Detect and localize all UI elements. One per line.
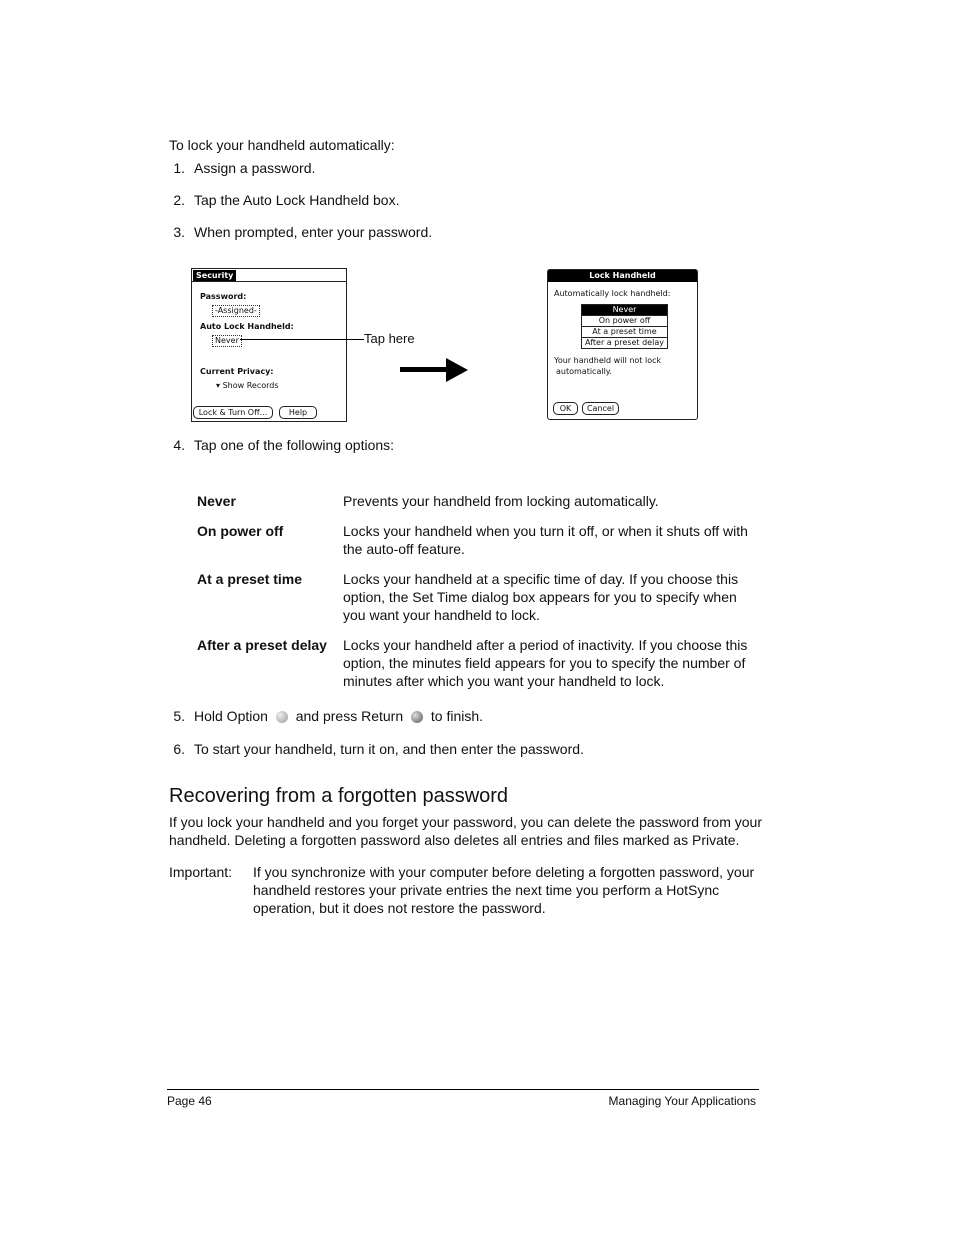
lock-message-line1: Your handheld will not lock xyxy=(554,356,662,365)
procedure-title: To lock your handheld automatically: xyxy=(169,137,395,153)
step-text: To start your handheld, turn it on, and then enter the password. xyxy=(194,741,584,757)
step-text: Tap one of the following options: xyxy=(194,437,395,453)
password-label: Password: xyxy=(200,292,247,301)
step-number: 5. xyxy=(173,708,185,724)
step-6 xyxy=(169,740,729,758)
lock-handheld-screen xyxy=(547,269,698,420)
cancel-button[interactable]: Cancel xyxy=(582,402,619,415)
step-5-part1: Hold Option xyxy=(194,708,268,724)
ok-button[interactable]: OK xyxy=(553,402,578,415)
step-3 xyxy=(169,223,669,241)
step-number: 1. xyxy=(173,160,185,176)
callout-line xyxy=(240,339,364,340)
step-5 xyxy=(169,707,669,725)
privacy-selector[interactable] xyxy=(216,381,279,391)
step-5-part2: and press Return xyxy=(295,708,404,724)
title-rule xyxy=(192,281,346,282)
lock-option-on-power-off[interactable]: On power off xyxy=(582,316,667,327)
triangle-down-icon: ▾ xyxy=(216,381,221,390)
option-desc-preset-delay: Locks your handheld after a period of inactivity. If you choose this option, the minutes field appears for you to specify the number of minutes after which you want your handheld to lock. xyxy=(343,637,748,689)
callout-label: Tap here xyxy=(364,331,415,346)
privacy-value: Show Records xyxy=(222,381,279,390)
lock-prompt: Automatically lock handheld: xyxy=(554,289,671,298)
step-number: 4. xyxy=(173,437,185,453)
footer-rule xyxy=(167,1089,759,1090)
autolock-field[interactable]: Never xyxy=(212,335,242,347)
section-paragraph: If you lock your handheld and you forget your password, you can delete the password from your handheld. Deleting a forgotten password also deletes all entries and files marked as Private. xyxy=(169,814,763,848)
footer-page-number: Page 46 xyxy=(167,1094,212,1108)
step-2 xyxy=(169,191,669,209)
step-number: 2. xyxy=(173,192,185,208)
step-1 xyxy=(169,159,669,177)
important-text: If you synchronize with your computer before deleting a forgotten password, your handheld restores your private entries the next time you perform a HotSync operation, but it does not restore the password. xyxy=(253,864,755,916)
arrow-right-icon xyxy=(400,356,470,384)
lock-option-never[interactable]: Never xyxy=(582,305,667,316)
autolock-label: Auto Lock Handheld: xyxy=(200,322,294,331)
step-5-part3: to finish. xyxy=(430,708,484,724)
step-number: 6. xyxy=(173,741,185,757)
step-text: Assign a password. xyxy=(194,160,316,176)
return-key-icon xyxy=(411,711,423,723)
option-desc-never: Prevents your handheld from locking automatically. xyxy=(343,493,659,509)
lock-message-line2: automatically. xyxy=(556,367,612,376)
step-number: 3. xyxy=(173,224,185,240)
option-term-preset-delay: After a preset delay xyxy=(197,637,327,653)
section-heading: Recovering from a forgotten password xyxy=(169,785,509,807)
help-button[interactable]: Help xyxy=(279,406,317,419)
step-text: When prompted, enter your password. xyxy=(194,224,433,240)
privacy-label: Current Privacy: xyxy=(200,367,274,376)
option-desc-preset-time: Locks your handheld at a specific time of day. If you choose this option, the Set Time dialog box appears for you to specify when you want your handheld to lock. xyxy=(343,571,739,623)
step-4 xyxy=(169,436,669,454)
lock-option-list xyxy=(581,304,668,349)
option-term-never: Never xyxy=(197,493,236,509)
step-text: Tap the Auto Lock Handheld box. xyxy=(194,192,400,208)
option-desc-on-power-off: Locks your handheld when you turn it off, or when it shuts off with the auto-off feature. xyxy=(343,523,748,557)
lock-title: Lock Handheld xyxy=(548,270,697,282)
security-title: Security xyxy=(193,270,236,281)
option-key-icon xyxy=(276,711,288,723)
important-label: Important: xyxy=(169,864,233,880)
lock-option-preset-time[interactable]: At a preset time xyxy=(582,327,667,338)
option-term-on-power-off: On power off xyxy=(197,523,284,539)
security-screen xyxy=(191,268,347,422)
password-field[interactable]: -Assigned- xyxy=(212,305,260,317)
option-term-preset-time: At a preset time xyxy=(197,571,303,587)
step-text xyxy=(194,707,483,725)
lock-option-preset-delay[interactable]: After a preset delay xyxy=(585,338,664,347)
footer-chapter-title: Managing Your Applications xyxy=(608,1094,756,1108)
lock-turn-off-button[interactable]: Lock & Turn Off... xyxy=(193,406,273,419)
